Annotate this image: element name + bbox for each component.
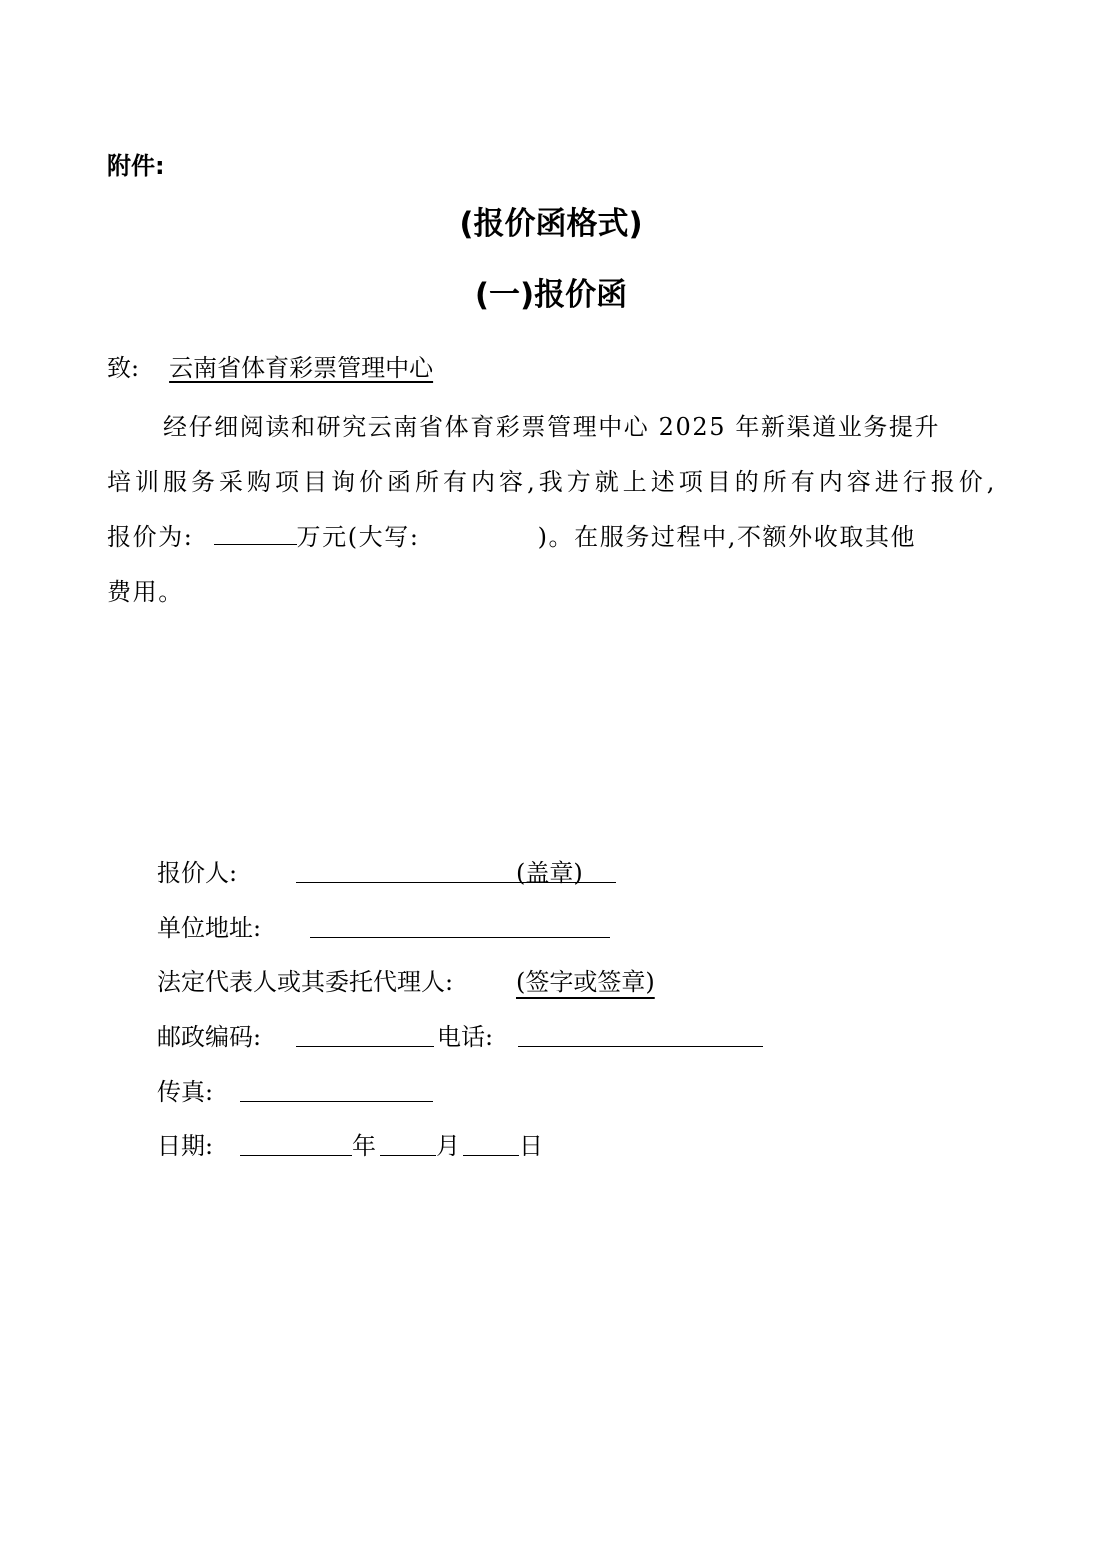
attachment-label: 附件: (107, 152, 165, 180)
month-label: 月 (436, 1132, 460, 1160)
body-line-2: 培训服务采购项目询价函所有内容,我方就上述项目的所有内容进行报价, (107, 468, 996, 496)
date-year-field[interactable] (240, 1155, 352, 1156)
postcode-label: 邮政编码: (157, 1023, 262, 1051)
postcode-field[interactable] (296, 1046, 434, 1047)
body-line-4: 费用。 (107, 578, 184, 606)
body-line-1 (107, 405, 996, 460)
quote-format-title: (报价函格式) (459, 206, 643, 242)
fax-field[interactable] (240, 1101, 433, 1102)
quote-amount-blank[interactable] (214, 518, 297, 545)
quote-letter-title: (一)报价函 (474, 277, 628, 313)
body-line-3 (107, 515, 996, 570)
fax-label: 传真: (157, 1078, 214, 1106)
year-label: 年 (352, 1132, 376, 1160)
body-line-3-rest: )。在服务过程中,不额外收取其他 (537, 523, 917, 551)
quoter-label: 报价人: (157, 859, 238, 887)
quote-body-paragraph (107, 405, 996, 625)
recipient-line (107, 348, 433, 383)
quoter-seal-label: (盖章) (516, 859, 583, 887)
legal-rep-sign-field[interactable]: (签字或签章) (516, 968, 655, 996)
body-line-1-text: 经仔细阅读和研究云南省体育彩票管理中心 2025 年新渠道业务提升 (163, 413, 941, 441)
day-label: 日 (519, 1132, 543, 1160)
recipient-prefix: 致: (107, 354, 140, 382)
quote-amount-label: 报价为: (107, 523, 194, 551)
legal-rep-label: 法定代表人或其委托代理人: (157, 968, 454, 996)
address-label: 单位地址: (157, 914, 262, 942)
address-field[interactable] (310, 937, 610, 938)
date-day-field[interactable] (463, 1155, 519, 1156)
recipient-name: 云南省体育彩票管理中心 (169, 354, 434, 382)
quote-amount-unit: 万元(大写: (296, 523, 420, 551)
phone-field[interactable] (518, 1046, 763, 1047)
date-month-field[interactable] (380, 1155, 436, 1156)
date-label: 日期: (157, 1132, 214, 1160)
phone-label: 电话: (437, 1023, 494, 1051)
